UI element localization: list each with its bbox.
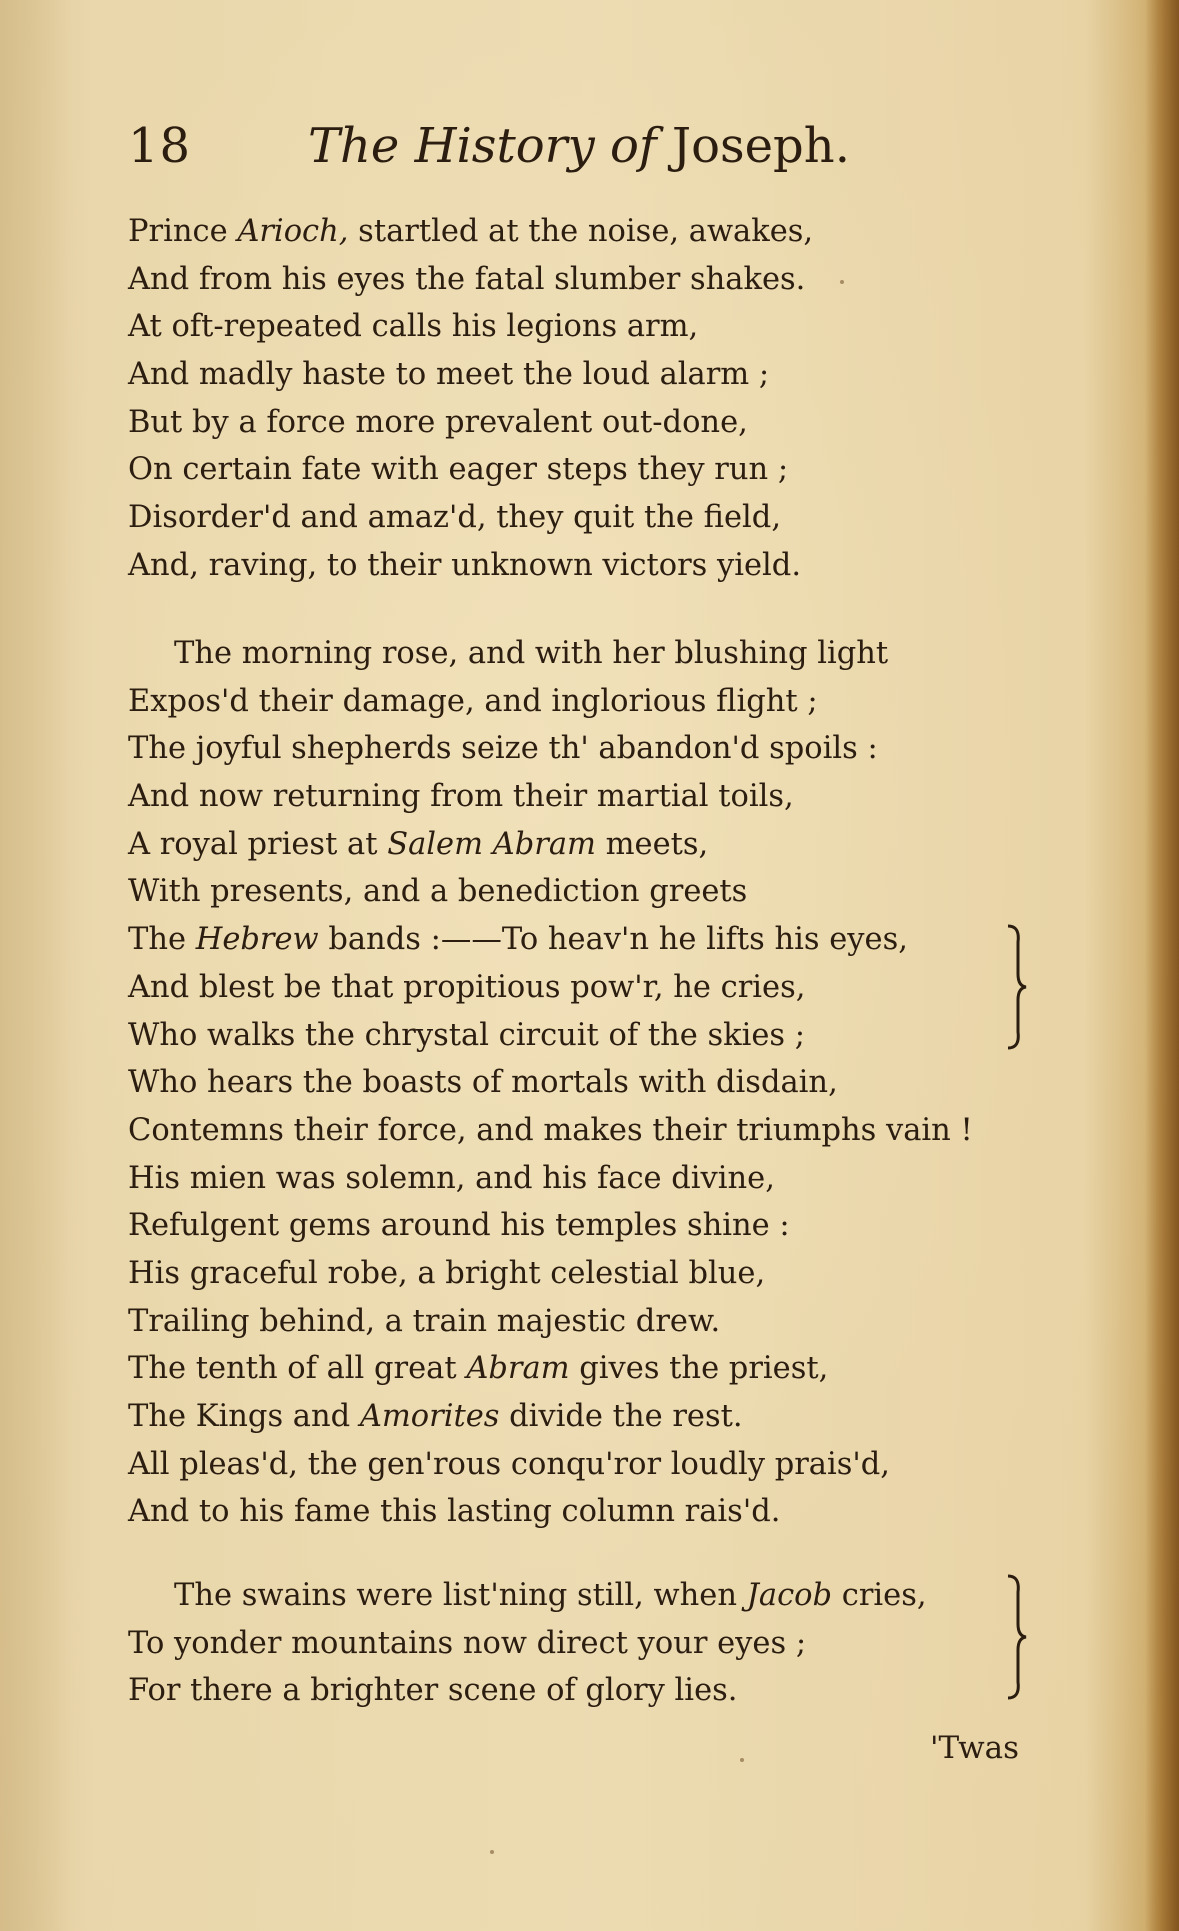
verse-text: Disorder'd and amaz'd, they quit the field,	[128, 500, 782, 536]
stanza-2	[128, 630, 1048, 1536]
verse-line	[128, 351, 1048, 399]
verse-text: All pleas'd, the gen'rous conqu'ror loudly prais'd,	[128, 1446, 890, 1482]
verse-text: And now returning from their martial toils,	[128, 779, 794, 815]
verse-italic-name: Hebrew	[195, 922, 319, 958]
verse-text: The Kings and	[128, 1399, 360, 1434]
verse-text: The	[128, 922, 196, 958]
verse-italic-name: Arioch,	[237, 214, 349, 249]
verse-text: Contemns their force, and makes their triumphs vain !	[128, 1112, 973, 1148]
verse-text: The tenth of all great	[128, 1351, 467, 1387]
verse-text: And madly haste to meet the loud alarm ;	[128, 357, 770, 393]
verse-italic-name: Jacob	[746, 1578, 833, 1613]
verse-line	[128, 1202, 1048, 1250]
verse-line	[128, 773, 1048, 821]
ink-speck	[490, 1850, 494, 1854]
verse-line	[128, 630, 1048, 678]
verse-line	[128, 1012, 1048, 1060]
stanza-1	[128, 208, 1048, 590]
verse-text: But by a force more prevalent out-done,	[128, 404, 748, 440]
verse-line	[128, 1345, 1048, 1393]
verse-text: The swains were list'ning still, when	[174, 1578, 747, 1613]
ink-speck	[840, 280, 844, 284]
verse-text: A royal priest at	[128, 826, 388, 862]
verse-text: The joyful shepherds seize th' abandon'd spoils :	[128, 731, 878, 767]
verse-text: Prince	[128, 214, 238, 249]
verse-text: Who walks the chrystal circuit of the skies ;	[128, 1017, 806, 1053]
verse-line	[128, 1393, 1048, 1441]
verse-line	[128, 542, 1048, 590]
verse-line	[128, 1667, 1048, 1715]
verse-line	[128, 678, 1048, 726]
triplet-brace	[1004, 922, 1030, 1052]
verse-line	[128, 1620, 1048, 1668]
ink-speck	[740, 1758, 744, 1762]
verse-line	[128, 725, 1048, 773]
verse-line	[128, 1572, 1048, 1620]
verse-text: His graceful robe, a bright celestial blue,	[128, 1255, 766, 1291]
running-header	[128, 118, 1028, 188]
running-title-roman: Joseph.	[656, 118, 850, 174]
verse-line	[128, 1059, 1048, 1107]
verse-text: On certain fate with eager steps they run ;	[128, 452, 789, 488]
verse-text: Expos'd their damage, and inglorious flight ;	[128, 683, 818, 719]
verse-italic-name: Amorites	[359, 1399, 500, 1434]
verse-line	[128, 868, 1048, 916]
verse-text: Trailing behind, a train majestic drew.	[128, 1303, 721, 1339]
verse-line	[128, 446, 1048, 494]
verse-text: With presents, and a benediction greets	[128, 874, 748, 910]
running-title-italic: The History of	[308, 118, 657, 174]
verse-text: And to his fame this lasting column rais'd.	[128, 1494, 781, 1530]
verse-line	[128, 1488, 1048, 1536]
verse-text: The morning rose, and with her blushing light	[174, 636, 889, 671]
verse-text: His mien was solemn, and his face divine,	[128, 1160, 775, 1196]
verse-line	[128, 303, 1048, 351]
verse-text: And blest be that propitious pow'r, he cries,	[128, 969, 806, 1005]
verse-text: For there a brighter scene of glory lies.	[128, 1673, 738, 1709]
verse-text: divide the rest.	[499, 1399, 743, 1434]
running-title	[308, 118, 850, 174]
verse-line	[128, 399, 1048, 447]
verse-line	[128, 1250, 1048, 1298]
verse-text: gives the priest,	[569, 1351, 829, 1387]
triplet-brace	[1004, 1572, 1030, 1702]
verse-text: Who hears the boasts of mortals with disdain,	[128, 1065, 838, 1101]
catchword: 'Twas	[930, 1730, 1020, 1766]
page-number: 18	[128, 118, 192, 174]
verse-line	[128, 1298, 1048, 1346]
verse-line	[128, 916, 1048, 964]
verse-line	[128, 256, 1048, 304]
verse-text: And, raving, to their unknown victors yield.	[128, 547, 802, 583]
binding-edge	[1145, 0, 1179, 1931]
verse-line	[128, 964, 1048, 1012]
verse-italic-name: Salem Abram	[387, 826, 596, 862]
verse-text: To yonder mountains now direct your eyes ;	[128, 1625, 807, 1661]
verse-text: cries,	[832, 1578, 927, 1613]
verse-italic-name: Abram	[466, 1351, 570, 1387]
page-stain	[0, 0, 90, 1931]
verse-line	[128, 1107, 1048, 1155]
verse-line	[128, 1155, 1048, 1203]
verse-text: At oft-repeated calls his legions arm,	[128, 309, 699, 345]
verse-line	[128, 1441, 1048, 1489]
verse-text: Refulgent gems around his temples shine :	[128, 1208, 790, 1244]
verse-line	[128, 494, 1048, 542]
verse-text: startled at the noise, awakes,	[348, 214, 814, 249]
verse-text: And from his eyes the fatal slumber shakes.	[128, 261, 806, 297]
stanza-3	[128, 1572, 1048, 1715]
verse-text: bands :——To heav'n he lifts his eyes,	[318, 922, 908, 958]
verse-text: meets,	[595, 826, 709, 862]
verse-line	[128, 821, 1048, 869]
verse-line	[128, 208, 1048, 256]
